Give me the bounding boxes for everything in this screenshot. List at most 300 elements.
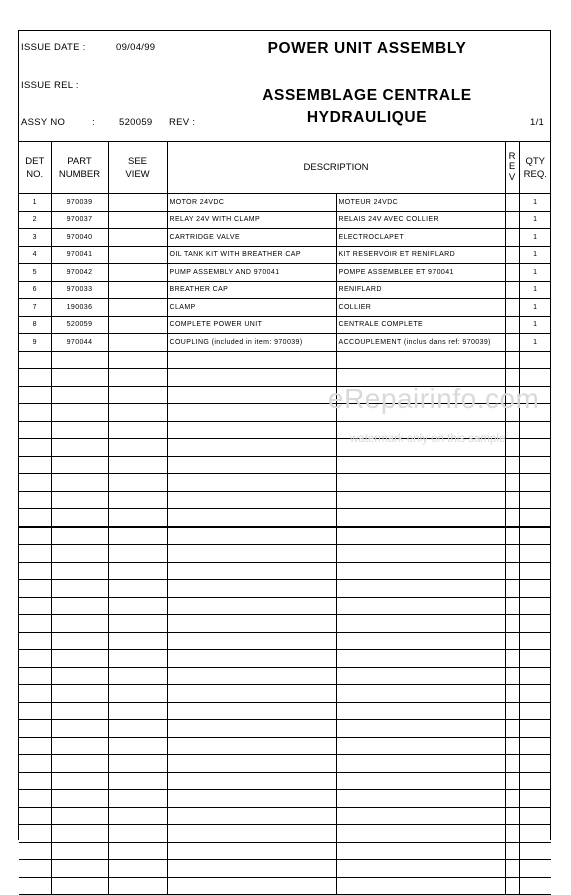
cell-qty [519,790,551,808]
header-part-number: PART NUMBER [51,142,108,194]
cell-part-number [51,369,108,387]
cell-rev [505,755,519,773]
cell-qty [519,720,551,738]
cell-description-en [167,877,336,895]
cell-det-no [19,772,51,790]
cell-see-view [108,860,167,878]
cell-rev [505,281,519,299]
cell-det-no [19,615,51,633]
cell-rev [505,702,519,720]
cell-description-en: OIL TANK KIT WITH BREATHER CAP [167,246,336,264]
cell-description-en [167,842,336,860]
cell-see-view [108,281,167,299]
cell-part-number [51,825,108,843]
cell-det-no [19,527,51,545]
table-row [19,491,551,509]
cell-det-no [19,790,51,808]
cell-rev [505,491,519,509]
cell-see-view [108,877,167,895]
cell-rev [505,685,519,703]
cell-see-view [108,351,167,369]
cell-description-en [167,456,336,474]
cell-see-view [108,334,167,352]
cell-qty: 1 [519,211,551,229]
cell-description-en [167,807,336,825]
cell-part-number [51,421,108,439]
cell-see-view [108,650,167,668]
cell-det-no: 1 [19,194,51,212]
cell-see-view [108,194,167,212]
cell-rev [505,807,519,825]
cell-part-number [51,386,108,404]
cell-description-en: MOTOR 24VDC [167,194,336,212]
table-row [19,527,551,545]
cell-part-number [51,667,108,685]
cell-see-view [108,421,167,439]
cell-description-fr [336,491,505,509]
cell-description-en [167,755,336,773]
cell-description-fr [336,842,505,860]
cell-part-number: 970039 [51,194,108,212]
cell-det-no [19,755,51,773]
cell-description-en: RELAY 24V WITH CLAMP [167,211,336,229]
cell-description-fr [336,597,505,615]
cell-det-no [19,562,51,580]
table-row [19,545,551,563]
cell-rev [505,246,519,264]
cell-qty [519,860,551,878]
cell-det-no [19,807,51,825]
cell-part-number [51,650,108,668]
cell-description-en [167,386,336,404]
cell-description-en [167,615,336,633]
cell-rev [505,825,519,843]
cell-part-number [51,807,108,825]
cell-qty [519,597,551,615]
cell-qty [519,737,551,755]
cell-det-no [19,667,51,685]
cell-det-no [19,580,51,598]
cell-description-en [167,702,336,720]
cell-part-number [51,842,108,860]
cell-rev [505,737,519,755]
cell-description-fr [336,755,505,773]
cell-qty [519,474,551,492]
cell-description-en [167,509,336,527]
cell-part-number [51,474,108,492]
cell-det-no [19,386,51,404]
cell-description-fr: MOTEUR 24VDC [336,194,505,212]
cell-see-view [108,229,167,247]
cell-description-fr: RENIFLARD [336,281,505,299]
table-row [19,229,551,247]
cell-see-view [108,580,167,598]
cell-rev [505,299,519,317]
cell-description-en [167,491,336,509]
cell-rev [505,194,519,212]
cell-rev [505,421,519,439]
table-row [19,685,551,703]
cell-see-view [108,474,167,492]
cell-det-no [19,597,51,615]
table-row [19,877,551,895]
cell-description-fr [336,650,505,668]
table-row [19,842,551,860]
cell-det-no [19,842,51,860]
cell-see-view [108,842,167,860]
cell-description-en [167,369,336,387]
table-row [19,650,551,668]
cell-see-view [108,685,167,703]
table-row [19,334,551,352]
cell-det-no [19,650,51,668]
cell-qty: 1 [519,299,551,317]
cell-description-fr [336,772,505,790]
cell-description-en: COMPLETE POWER UNIT [167,316,336,334]
cell-qty [519,807,551,825]
cell-qty: 1 [519,281,551,299]
cell-see-view [108,456,167,474]
cell-description-fr [336,685,505,703]
cell-see-view [108,737,167,755]
cell-description-fr [336,667,505,685]
cell-description-fr [336,825,505,843]
cell-qty [519,755,551,773]
cell-det-no [19,474,51,492]
issue-date-value: 09/04/99 [116,42,156,53]
watermark-note: watermark only on this sample [350,433,506,445]
cell-description-en [167,562,336,580]
table-row [19,632,551,650]
cell-description-en [167,632,336,650]
table-row [19,281,551,299]
cell-rev [505,842,519,860]
cell-description-en: CARTRIDGE VALVE [167,229,336,247]
header-qty-req: QTY REQ. [519,142,551,194]
cell-qty [519,562,551,580]
cell-qty: 1 [519,316,551,334]
cell-rev [505,860,519,878]
table-header-row [19,142,551,194]
cell-description-en: CLAMP [167,299,336,317]
cell-see-view [108,755,167,773]
cell-description-fr [336,527,505,545]
cell-description-fr [336,615,505,633]
cell-part-number [51,404,108,422]
cell-description-en: COUPLING (included in item: 970039) [167,334,336,352]
cell-see-view [108,772,167,790]
table-row [19,615,551,633]
cell-qty [519,632,551,650]
cell-description-fr: COLLIER [336,299,505,317]
cell-part-number: 520059 [51,316,108,334]
cell-qty: 1 [519,334,551,352]
cell-description-fr: POMPE ASSEMBLEE ET 970041 [336,264,505,282]
issue-rel-label: ISSUE REL : [21,80,79,91]
cell-description-en [167,667,336,685]
cell-rev [505,597,519,615]
cell-det-no [19,404,51,422]
cell-description-fr: KIT RESERVOIR ET RENIFLARD [336,246,505,264]
cell-see-view [108,491,167,509]
cell-description-en [167,685,336,703]
cell-description-fr [336,860,505,878]
cell-rev [505,211,519,229]
cell-part-number [51,877,108,895]
cell-rev [505,772,519,790]
cell-part-number: 970037 [51,211,108,229]
cell-qty [519,456,551,474]
cell-see-view [108,211,167,229]
cell-part-number: 970044 [51,334,108,352]
cell-part-number [51,491,108,509]
cell-description-en: BREATHER CAP [167,281,336,299]
cell-det-no [19,545,51,563]
cell-part-number [51,790,108,808]
cell-description-en [167,772,336,790]
cell-qty [519,491,551,509]
table-row [19,474,551,492]
cell-rev [505,439,519,457]
cell-description-fr [336,877,505,895]
cell-det-no: 4 [19,246,51,264]
cell-description-en [167,421,336,439]
cell-qty [519,685,551,703]
cell-rev [505,720,519,738]
cell-det-no [19,439,51,457]
cell-qty: 1 [519,246,551,264]
cell-qty [519,877,551,895]
assy-no-colon: : [92,117,95,128]
header-det-no: DET NO. [19,142,51,194]
cell-description-en [167,650,336,668]
cell-see-view [108,316,167,334]
cell-part-number [51,351,108,369]
cell-see-view [108,562,167,580]
cell-det-no: 3 [19,229,51,247]
cell-see-view [108,702,167,720]
cell-see-view [108,369,167,387]
table-row [19,825,551,843]
header-description: DESCRIPTION [167,142,505,194]
cell-qty: 1 [519,229,551,247]
cell-part-number: 970033 [51,281,108,299]
cell-rev [505,264,519,282]
cell-part-number [51,456,108,474]
cell-see-view [108,386,167,404]
assy-no-value: 520059 [119,117,153,128]
cell-qty [519,615,551,633]
watermark-site: eRepairinfo.com [328,383,540,414]
cell-see-view [108,509,167,527]
cell-description-fr [336,545,505,563]
table-row [19,299,551,317]
cell-det-no: 9 [19,334,51,352]
cell-description-fr: ACCOUPLEMENT (inclus dans ref: 970039) [336,334,505,352]
cell-part-number [51,527,108,545]
cell-see-view [108,632,167,650]
cell-det-no [19,456,51,474]
cell-rev [505,877,519,895]
cell-part-number [51,562,108,580]
title-french-line2: HYDRAULIQUE [306,109,428,126]
cell-description-fr: ELECTROCLAPET [336,229,505,247]
cell-qty [519,580,551,598]
cell-rev [505,632,519,650]
cell-description-en [167,790,336,808]
cell-description-en [167,737,336,755]
cell-qty [519,825,551,843]
cell-rev [505,667,519,685]
table-row [19,264,551,282]
cell-det-no [19,702,51,720]
cell-rev [505,527,519,545]
cell-part-number: 970041 [51,246,108,264]
cell-qty [519,509,551,527]
cell-det-no: 7 [19,299,51,317]
table-row [19,194,551,212]
cell-qty [519,527,551,545]
table-row [19,246,551,264]
cell-rev [505,580,519,598]
parts-table [19,141,551,895]
cell-rev [505,351,519,369]
cell-qty [519,702,551,720]
table-row [19,790,551,808]
table-row [19,562,551,580]
cell-rev [505,316,519,334]
cell-det-no [19,685,51,703]
cell-qty [519,667,551,685]
table-row [19,737,551,755]
cell-det-no [19,632,51,650]
table-row [19,702,551,720]
cell-description-fr [336,720,505,738]
cell-qty [519,439,551,457]
cell-part-number [51,439,108,457]
cell-description-en [167,527,336,545]
cell-det-no [19,825,51,843]
cell-see-view [108,615,167,633]
table-row [19,509,551,527]
cell-rev [505,229,519,247]
cell-see-view [108,264,167,282]
cell-description-fr: CENTRALE COMPLETE [336,316,505,334]
cell-qty [519,545,551,563]
cell-description-fr [336,456,505,474]
cell-description-fr: RELAIS 24V AVEC COLLIER [336,211,505,229]
assy-no-label: ASSY NO [21,117,66,128]
cell-det-no [19,877,51,895]
header-see-view: SEE VIEW [108,142,167,194]
table-row [19,772,551,790]
cell-part-number [51,772,108,790]
cell-det-no [19,369,51,387]
cell-description-en [167,825,336,843]
cell-det-no [19,860,51,878]
cell-description-en: PUMP ASSEMBLY AND 970041 [167,264,336,282]
cell-description-en [167,720,336,738]
table-row [19,580,551,598]
cell-qty [519,842,551,860]
rev-label: REV : [169,117,196,128]
issue-date-label: ISSUE DATE : [21,42,86,53]
cell-rev [505,334,519,352]
cell-description-fr [336,632,505,650]
cell-see-view [108,597,167,615]
cell-see-view [108,667,167,685]
title-french-line1: ASSEMBLAGE CENTRALE [262,87,472,104]
cell-det-no [19,491,51,509]
cell-qty [519,351,551,369]
cell-part-number [51,737,108,755]
cell-det-no [19,720,51,738]
cell-det-no: 2 [19,211,51,229]
cell-qty: 1 [519,264,551,282]
cell-description-fr [336,351,505,369]
table-row [19,667,551,685]
cell-part-number [51,720,108,738]
table-row [19,351,551,369]
cell-description-en [167,860,336,878]
cell-qty [519,772,551,790]
cell-part-number [51,685,108,703]
cell-see-view [108,825,167,843]
table-row [19,720,551,738]
cell-part-number: 190036 [51,299,108,317]
cell-see-view [108,790,167,808]
cell-see-view [108,299,167,317]
cell-description-en [167,351,336,369]
table-row [19,456,551,474]
cell-see-view [108,439,167,457]
cell-see-view [108,545,167,563]
cell-rev [505,456,519,474]
cell-part-number [51,702,108,720]
cell-rev [505,562,519,580]
cell-description-fr [336,737,505,755]
cell-part-number [51,597,108,615]
cell-part-number: 970042 [51,264,108,282]
cell-det-no: 5 [19,264,51,282]
cell-description-fr [336,702,505,720]
cell-description-fr [336,790,505,808]
cell-part-number [51,580,108,598]
table-row [19,211,551,229]
header-rev: R E V [505,142,519,194]
cell-part-number [51,615,108,633]
cell-description-fr [336,807,505,825]
cell-rev [505,545,519,563]
cell-qty [519,421,551,439]
cell-part-number [51,545,108,563]
cell-det-no: 6 [19,281,51,299]
cell-description-en [167,580,336,598]
cell-part-number [51,860,108,878]
page-number: 1/1 [530,117,545,128]
cell-see-view [108,246,167,264]
cell-part-number [51,755,108,773]
cell-part-number [51,632,108,650]
cell-description-fr [336,509,505,527]
cell-rev [505,615,519,633]
cell-see-view [108,527,167,545]
cell-description-en [167,545,336,563]
cell-det-no [19,421,51,439]
cell-description-fr [336,562,505,580]
table-row [19,860,551,878]
cell-det-no: 8 [19,316,51,334]
